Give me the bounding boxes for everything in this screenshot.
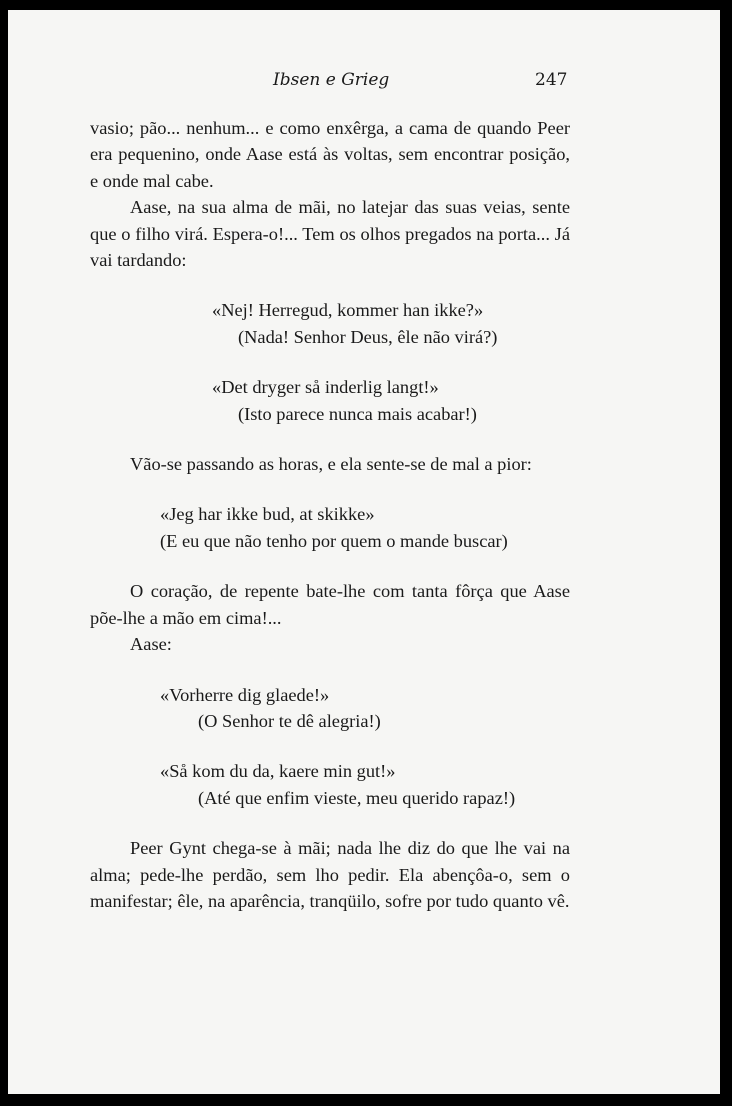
paragraph-1: vasio; pão... nenhum... e como enxêrga, a cama de quando Peer era pequenino, onde Aase está às voltas, sem encontrar posição, e onde mal cabe.	[90, 118, 570, 191]
verse-2	[90, 374, 570, 427]
verse-4-portuguese: (O Senhor te dê alegria!)	[198, 710, 381, 731]
paragraph-4: O coração, de repente bate-lhe com tanta fôrça que Aase põe-lhe a mão em cima!...	[90, 581, 570, 628]
paragraph-5: Peer Gynt chega-se à mãi; nada lhe diz do que lhe vai na alma; pede-lhe perdão, sem lho pedir. Ela abençôa-o, sem o manifestar; êle, na aparência, tranqüilo, sofre por tudo quanto vê.	[90, 838, 570, 911]
verse-3-norwegian: «Jeg har ikke bud, at skikke»	[160, 504, 375, 525]
paragraph-2: Aase, na sua alma de mãi, no latejar das suas veias, sente que o filho virá. Espera-o!... Tem os olhos pregados na porta... Já vai tardando:	[90, 197, 570, 271]
verse-5-norwegian: «Så kom du da, kaere min gut!»	[160, 761, 396, 782]
page-header	[8, 70, 720, 96]
verse-3	[90, 501, 570, 554]
running-title: Ibsen e Grieg	[273, 70, 390, 90]
page-body	[90, 115, 570, 914]
verse-1	[90, 297, 570, 350]
verse-1-norwegian: «Nej! Herregud, kommer han ikke?»	[212, 300, 484, 321]
verse-4	[90, 682, 570, 735]
verse-1-portuguese: (Nada! Senhor Deus, êle não virá?)	[238, 326, 498, 347]
verse-4-norwegian: «Vorherre dig glaede!»	[160, 684, 330, 705]
paragraph-3: Vão-se passando as horas, e ela sente-se de mal a pior:	[130, 454, 532, 475]
speaker-label: Aase:	[130, 634, 172, 655]
verse-5-portuguese: (Até que enfim vieste, meu querido rapaz!)	[198, 787, 516, 808]
verse-2-portuguese: (Isto parece nunca mais acabar!)	[238, 403, 477, 424]
page-number: 247	[535, 70, 568, 90]
verse-2-norwegian: «Det dryger så inderlig langt!»	[212, 377, 439, 398]
verse-5	[90, 758, 570, 811]
book-page	[8, 10, 720, 1094]
verse-3-portuguese: (E eu que não tenho por quem o mande buscar)	[160, 530, 508, 551]
